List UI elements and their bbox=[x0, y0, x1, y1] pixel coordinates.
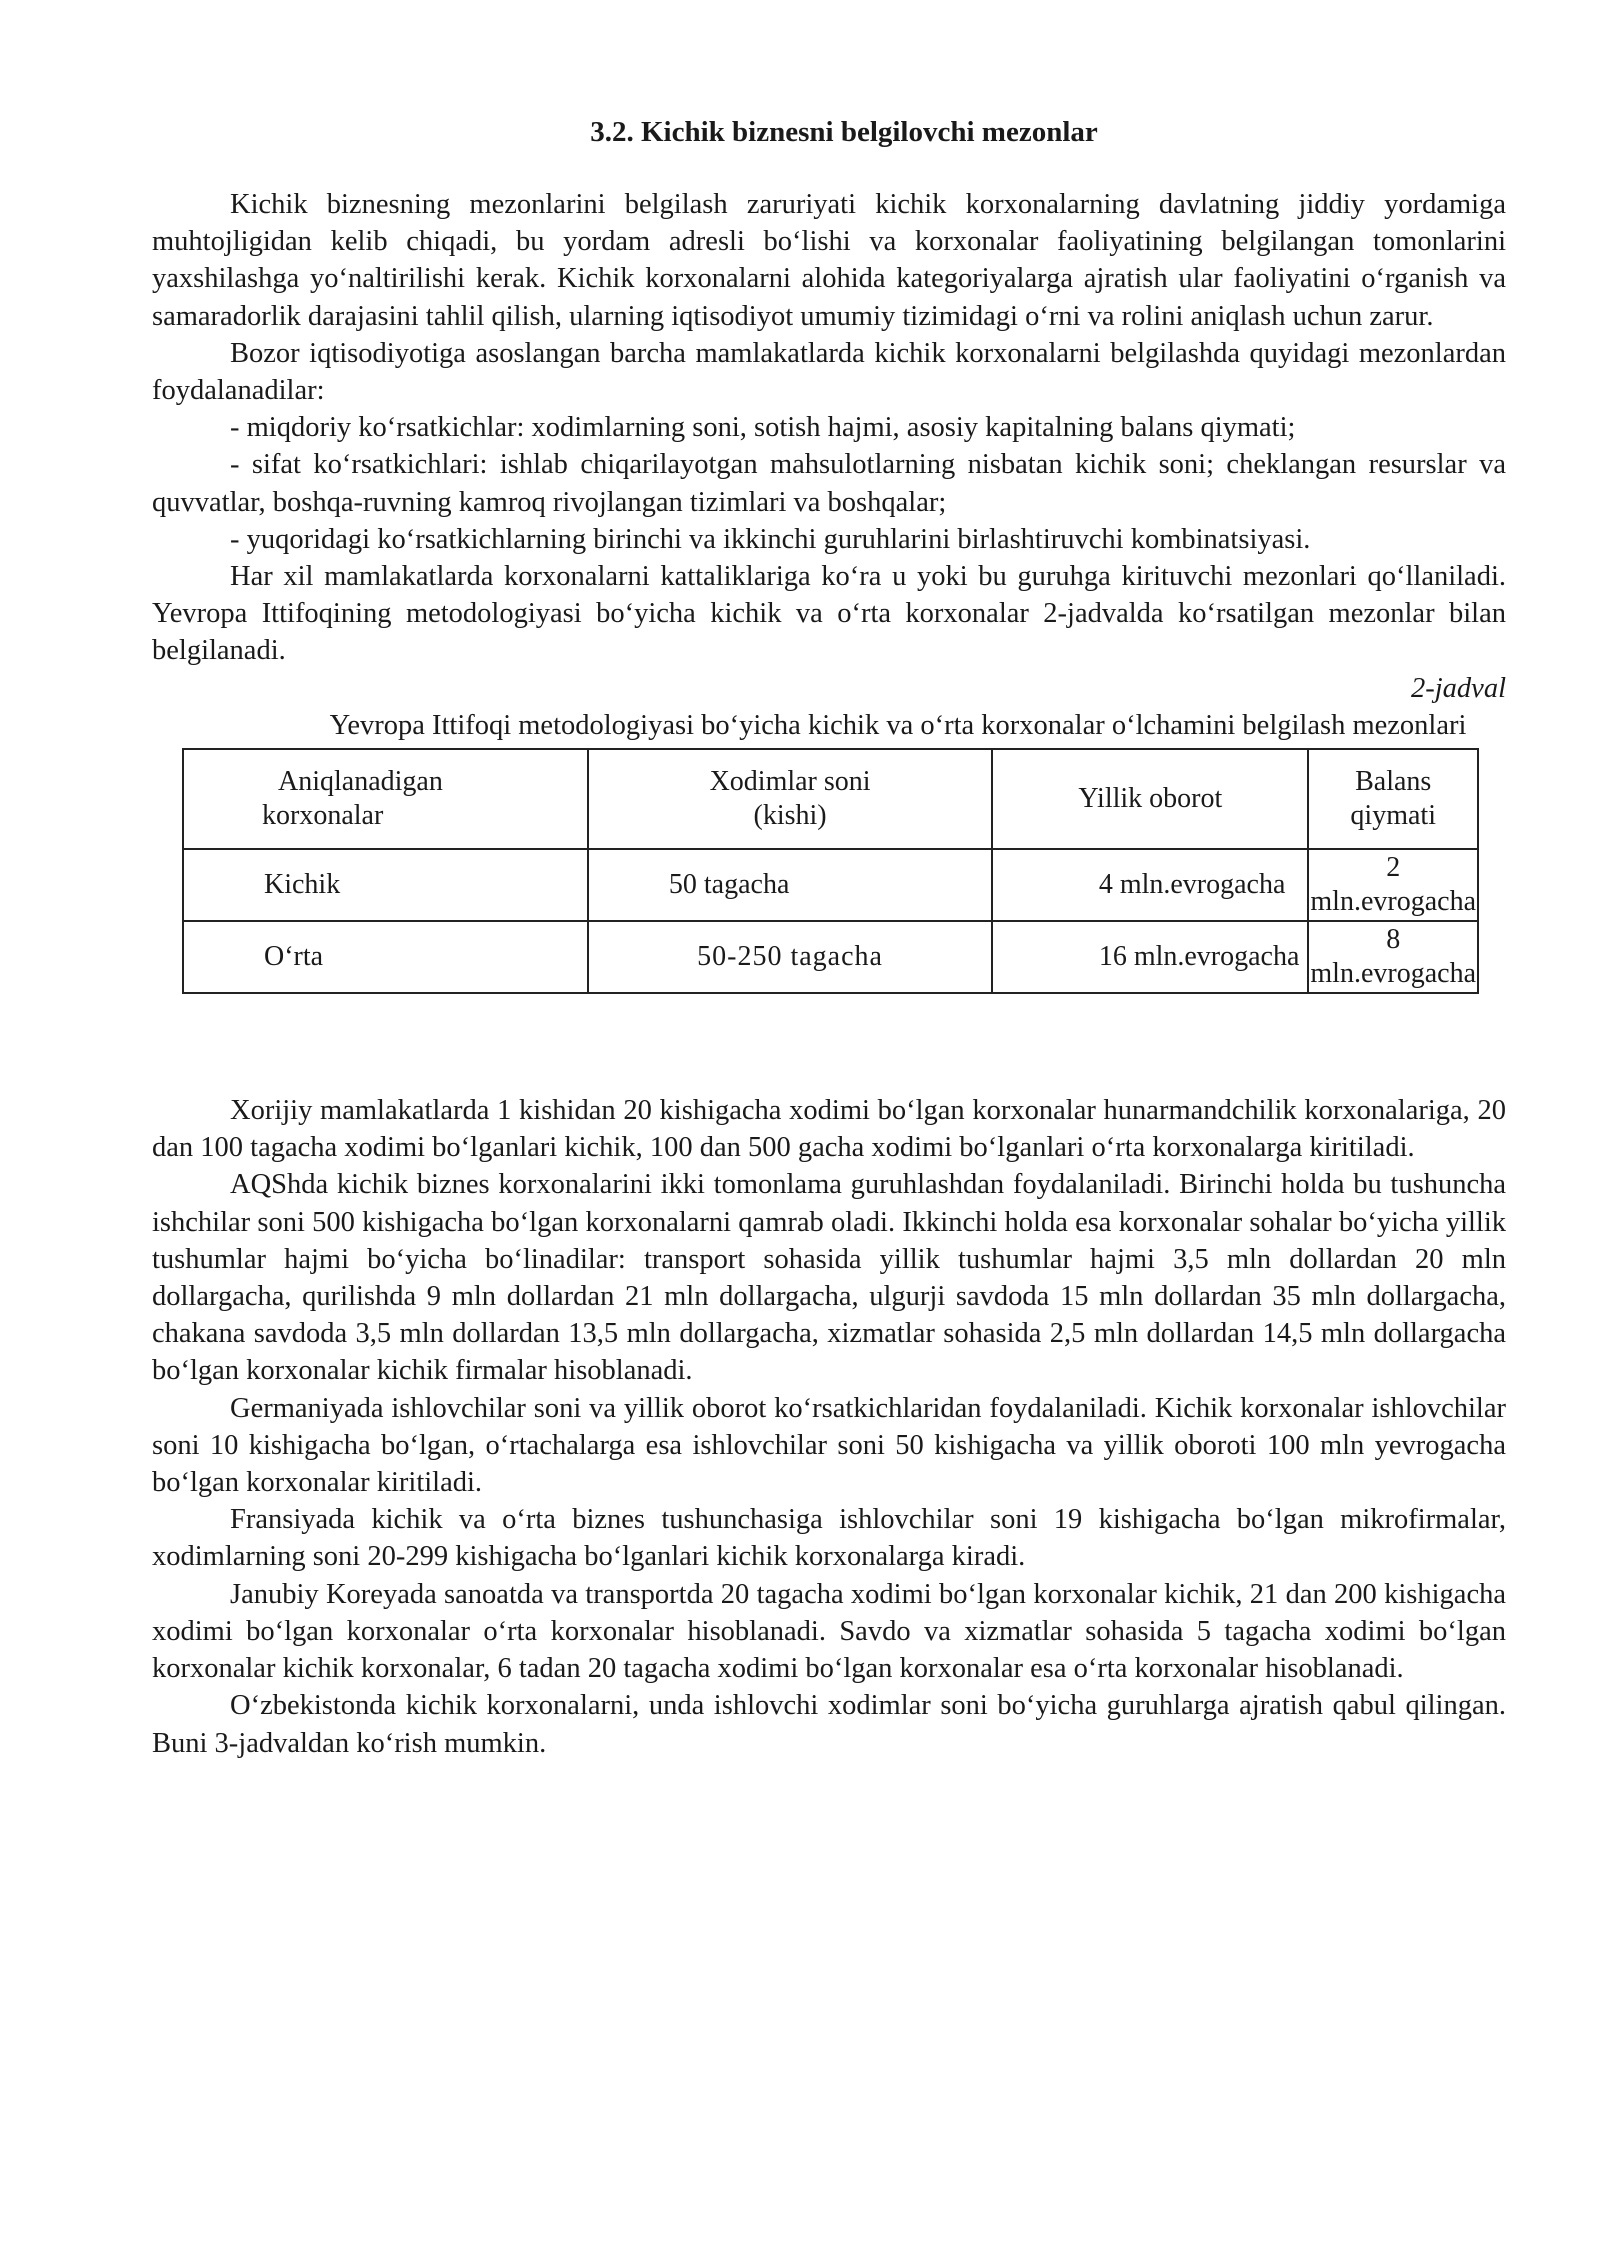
list-item: - sifat ko‘rsatkichlari: ishlab chiqarilayotgan mahsulotlarning nisbatan kichik soni; cheklangan resurslar va quvvatlar, boshqa-ruvning kamroq rivojlangan tizimlari va boshqalar; bbox=[152, 449, 1506, 518]
table-header-cell: Balans qiymati bbox=[1308, 749, 1478, 849]
table-cell: O‘rta bbox=[183, 921, 588, 993]
header-line: korxonalar bbox=[262, 800, 384, 832]
table-row bbox=[183, 849, 1478, 921]
table-header-row bbox=[183, 749, 1478, 849]
table-caption: Yevropa Ittifoqi metodologiyasi bo‘yicha kichik va o‘rta korxonalar o‘lchamini belgilash mezonlari bbox=[329, 709, 1467, 741]
table-cell: 2 mln.evrogacha bbox=[1308, 849, 1478, 921]
criteria-table bbox=[182, 748, 1479, 994]
header-line: Xodimlar soni bbox=[709, 766, 871, 798]
paragraph: Fransiyada kichik va o‘rta biznes tushunchasiga ishlovchilar soni 19 kishigacha bo‘lgan mikrofirmalar, xodimlarning soni 20-299 kishigacha bo‘lganlari kichik korxonalarga kiradi. bbox=[152, 1504, 1506, 1573]
table-cell: 4 mln.evrogacha bbox=[992, 849, 1308, 921]
list-item: - miqdoriy ko‘rsatkichlar: xodimlarning soni, sotish hajmi, asosiy kapitalning balans qiymati; bbox=[230, 412, 1296, 444]
table-reference: 2-jadval bbox=[1411, 672, 1506, 704]
header-line: (kishi) bbox=[753, 800, 827, 832]
table-header-cell bbox=[183, 749, 588, 849]
paragraph: AQShda kichik biznes korxonalarini ikki tomonlama guruhlashdan foydalaniladi. Birinchi holda bu tushuncha ishchilar soni 500 kishigacha bo‘lgan korxonalarni qamrab oladi. Ikkinchi holda esa korxonalar sohalar bo‘yicha yillik tushumlar hajmi bo‘yicha bo‘linadilar: transport sohasida yillik tushumlar hajmi 3,5 mln dollardan 20 mln dollargacha, qurilishda 9 mln dollardan 21 mln dollargacha, ulgurji savdoda 15 mln dollardan 35 mln dollargacha, chakana savdoda 3,5 mln dollardan 13,5 mln dollargacha, xizmatlar sohasida 2,5 mln dollardan 14,5 mln dollargacha bo‘lgan korxonalar kichik firmalar hisoblanadi. bbox=[152, 1169, 1506, 1387]
header-line: Aniqlanadigan bbox=[278, 766, 443, 798]
paragraph: Bozor iqtisodiyotiga asoslangan barcha mamlakatlarda kichik korxonalarni belgilashda quyidagi mezonlardan foydalanadilar: bbox=[152, 337, 1506, 407]
paragraph: O‘zbekistonda kichik korxonalarni, unda ishlovchi xodimlar soni bo‘yicha guruhlarga ajratish qabul qilingan. Buni 3-jadvaldan ko‘rish mumkin. bbox=[152, 1690, 1506, 1759]
document-content bbox=[152, 112, 1506, 1762]
table-header-cell bbox=[588, 749, 992, 849]
paragraph: Kichik biznesning mezonlarini belgilash zaruriyati kichik korxonalarning davlatning jiddiy yordamiga muhtojligidan kelib chiqadi, bu yordam adresli bo‘lishi va korxonalar faoliyatining belgilangan tomonlarini yaxshilashga yo‘naltirilishi kerak. Kichik korxonalarni alohida kategoriyalarga ajratish ular faoliyatini o‘rganish va samaradorlik darajasini tahlil qilish, ularning iqtisodiyot umumiy tizimidagi o‘rni va rolini aniqlash uchun zarur. bbox=[152, 189, 1506, 332]
section-title: 3.2. Kichik biznesni belgilovchi mezonlar bbox=[590, 116, 1098, 148]
spacer bbox=[152, 994, 1506, 1092]
paragraph: Har xil mamlakatlarda korxonalarni kattaliklariga ko‘ra u yoki bu guruhga kirituvchi mezonlari qo‘llaniladi. Yevropa Ittifoqining metodologiyasi bo‘yicha kichik va o‘rta korxonalar 2-jadvalda ko‘rsatilgan mezonlar bilan belgilanadi. bbox=[152, 561, 1506, 667]
list-item: - yuqoridagi ko‘rsatkichlarning birinchi va ikkinchi guruhlarini birlashtiruvchi kombinatsiyasi. bbox=[230, 523, 1311, 555]
paragraph: Germaniyada ishlovchilar soni va yillik oborot ko‘rsatkichlaridan foydalaniladi. Kichik korxonalar ishlovchilar soni 10 kishigacha bo‘lgan, o‘rtachalarga esa ishlovchilar soni 50 kishigacha va yillik oboroti 100 mln yevrogacha bo‘lgan korxonalar kiritiladi. bbox=[152, 1392, 1506, 1499]
paragraph: Xorijiy mamlakatlarda 1 kishidan 20 kishigacha xodimi bo‘lgan korxonalar hunarmandchilik korxonalariga, 20 dan 100 tagacha xodimi bo‘lganlari kichik, 100 dan 500 gacha xodimi bo‘lganlari o‘rta korxonalarga kiritiladi. bbox=[152, 1095, 1506, 1164]
table-cell: 50 tagacha bbox=[588, 849, 992, 921]
table-cell: 8 mln.evrogacha bbox=[1308, 921, 1478, 993]
paragraph: Janubiy Koreyada sanoatda va transportda 20 tagacha xodimi bo‘lgan korxonalar kichik, 21 dan 200 kishigacha xodimi bo‘lgan korxonalar o‘rta korxonalar hisoblanadi. Savdo va xizmatlar sohasida 5 tagacha xodimi bo‘lgan korxonalar kichik korxonalar, 6 tadan 20 tagacha xodimi bo‘lgan korxonalar esa o‘rta korxonalar hisoblanadi. bbox=[152, 1578, 1506, 1685]
table-row bbox=[183, 921, 1478, 993]
table-cell: Kichik bbox=[183, 849, 588, 921]
table-cell: 16 mln.evrogacha bbox=[992, 921, 1308, 993]
table-cell: 50-250 tagacha bbox=[588, 921, 992, 993]
table-header-cell: Yillik oborot bbox=[992, 749, 1308, 849]
